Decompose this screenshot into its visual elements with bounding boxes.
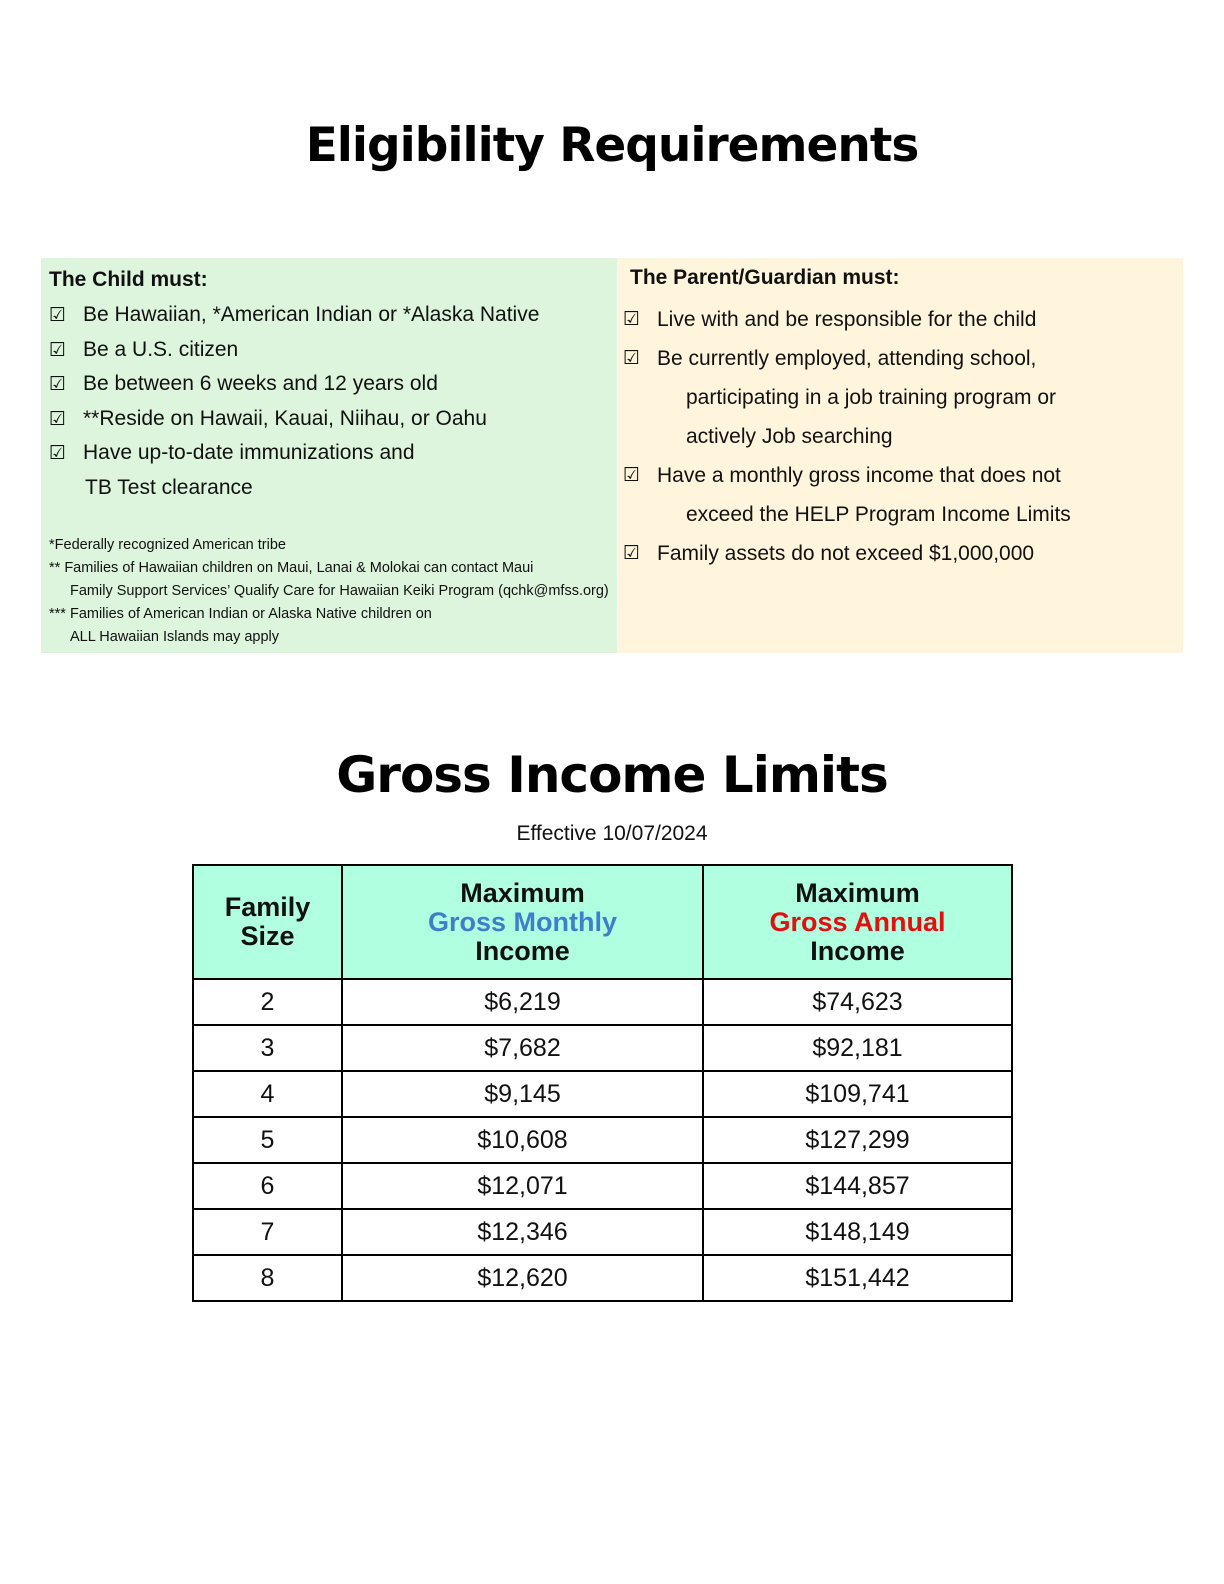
child-checklist	[49, 298, 617, 506]
item-continuation: actively Job searching	[686, 425, 893, 448]
family-size-cell: 4	[193, 1071, 342, 1117]
footnote	[49, 557, 617, 603]
list-item	[623, 300, 1183, 339]
family-size-cell: 5	[193, 1117, 342, 1163]
header-line: Income	[475, 935, 570, 966]
table-header-row	[193, 865, 1012, 979]
checkbox-icon: ☑	[49, 373, 67, 396]
family-size-header	[193, 865, 342, 979]
checkbox-icon: ☑	[49, 304, 67, 326]
eligibility-title: Eligibility Requirements	[305, 118, 919, 173]
monthly-cell: $9,145	[342, 1071, 703, 1117]
annual-cell: $109,741	[703, 1071, 1012, 1117]
item-text: Live with and be responsible for the child	[657, 308, 1037, 331]
header-line: Maximum	[795, 877, 920, 908]
header-accent: Gross Monthly	[427, 906, 617, 937]
parent-checklist	[623, 300, 1183, 573]
item-text: **Reside on Hawaii, Kauai, Niihau, or Oahu	[83, 406, 487, 430]
parent-requirements-panel	[617, 258, 1183, 653]
table-row	[193, 1071, 1012, 1117]
monthly-income-header	[342, 865, 703, 979]
table-row	[193, 1255, 1012, 1301]
list-item	[49, 436, 617, 505]
checkbox-icon: ☑	[623, 542, 641, 564]
table-row	[193, 1163, 1012, 1209]
annual-cell: $74,623	[703, 979, 1012, 1025]
footnote-line: *Federally recognized American tribe	[49, 536, 286, 553]
footnotes	[49, 534, 617, 649]
table-row	[193, 1025, 1012, 1071]
monthly-cell: $7,682	[342, 1025, 703, 1071]
family-size-cell: 6	[193, 1163, 342, 1209]
annual-cell: $148,149	[703, 1209, 1012, 1255]
item-text: Be between 6 weeks and 12 years old	[83, 372, 438, 396]
footnote	[49, 603, 617, 649]
family-size-cell: 8	[193, 1255, 342, 1301]
list-item	[623, 339, 1183, 456]
checkbox-icon: ☑	[49, 338, 67, 361]
income-limits-table	[192, 864, 1013, 1302]
list-item	[49, 402, 617, 437]
table-row	[193, 1209, 1012, 1255]
annual-cell: $127,299	[703, 1117, 1012, 1163]
child-heading: The Child must:	[49, 268, 208, 291]
checkbox-icon: ☑	[49, 407, 67, 430]
family-size-cell: 2	[193, 979, 342, 1025]
item-continuation: TB Test clearance	[85, 475, 253, 499]
header-line: Income	[810, 935, 905, 966]
annual-cell: $144,857	[703, 1163, 1012, 1209]
list-item	[49, 367, 617, 402]
family-size-cell: 3	[193, 1025, 342, 1071]
item-text: Family assets do not exceed $1,000,000	[657, 542, 1035, 565]
table-row	[193, 1117, 1012, 1163]
list-item	[623, 534, 1183, 573]
list-item	[623, 456, 1183, 534]
item-continuation: participating in a job training program or	[686, 386, 1057, 409]
annual-cell: $92,181	[703, 1025, 1012, 1071]
item-continuation: exceed the HELP Program Income Limits	[686, 503, 1071, 526]
footnote-line: *** Families of American Indian or Alaska Native children on	[49, 605, 432, 622]
item-text: Have a monthly gross income that does not	[657, 464, 1061, 487]
annual-cell: $151,442	[703, 1255, 1012, 1301]
monthly-cell: $12,346	[342, 1209, 703, 1255]
checkbox-icon: ☑	[49, 442, 67, 465]
footnote	[49, 534, 617, 557]
item-text: Be Hawaiian, *American Indian or *Alaska Native	[83, 303, 540, 326]
child-requirements-panel	[41, 258, 617, 653]
checkbox-icon: ☑	[623, 308, 641, 330]
header-line: Size	[240, 921, 295, 951]
family-size-cell: 7	[193, 1209, 342, 1255]
header-accent: Gross Annual	[769, 906, 946, 937]
list-item	[49, 298, 617, 333]
checkbox-icon: ☑	[623, 347, 641, 369]
effective-date: Effective 10/07/2024	[516, 822, 708, 845]
footnote-line: Family Support Services’ Qualify Care for Hawaiian Keiki Program (qchk@mfss.org)	[70, 582, 609, 599]
monthly-cell: $12,620	[342, 1255, 703, 1301]
monthly-cell: $12,071	[342, 1163, 703, 1209]
checkbox-icon: ☑	[623, 464, 641, 486]
item-text: Be currently employed, attending school,	[657, 347, 1037, 370]
item-text: Have up-to-date immunizations and	[83, 441, 415, 465]
income-limits-title: Gross Income Limits	[336, 746, 888, 804]
item-text: Be a U.S. citizen	[83, 337, 239, 361]
parent-heading: The Parent/Guardian must:	[630, 266, 900, 289]
footnote-line: ALL Hawaiian Islands may apply	[70, 628, 280, 645]
monthly-cell: $6,219	[342, 979, 703, 1025]
annual-income-header	[703, 865, 1012, 979]
table-row	[193, 979, 1012, 1025]
header-line: Maximum	[460, 877, 585, 908]
footnote-line: ** Families of Hawaiian children on Maui, Lanai & Molokai can contact Maui	[49, 559, 534, 576]
list-item	[49, 333, 617, 368]
header-line: Family	[224, 892, 311, 922]
monthly-cell: $10,608	[342, 1117, 703, 1163]
